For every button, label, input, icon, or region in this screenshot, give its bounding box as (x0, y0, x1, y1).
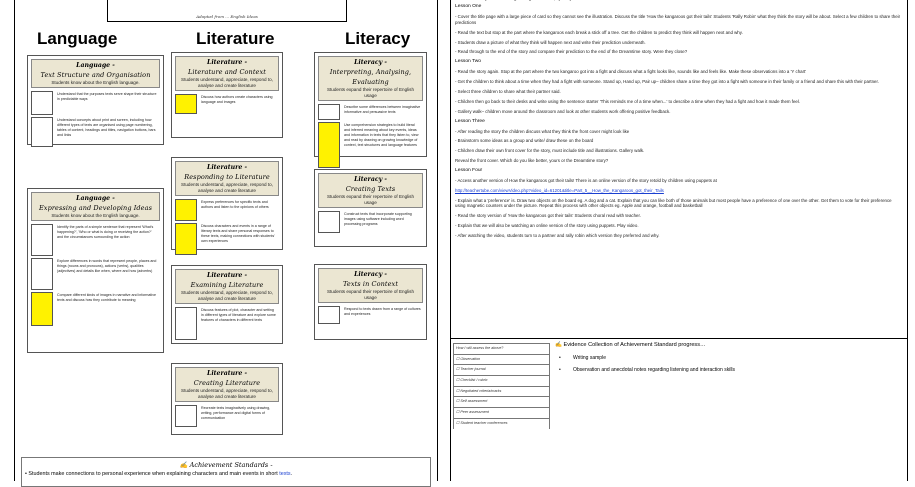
bullet-icon: • (559, 367, 561, 373)
planning-page-lessons (450, 0, 908, 481)
outcome-item (175, 199, 279, 221)
assessment-method[interactable]: ☐ Negotiated criteria/marks (453, 386, 550, 397)
assessment-method[interactable]: ☐ Self assessment (453, 396, 550, 407)
outcome-item (318, 211, 423, 233)
plan-step: - Children then go back to their desks and write using the sentence starter 'This reminds me of a time when...' to describe a time when they had a fight and how it made them feel. (455, 98, 801, 104)
card-strand-label: Language - (76, 62, 115, 69)
card-header (31, 59, 160, 88)
plan-step: - Children draw their own front cover for the story, must include title and illustrations. Gallery walk. (455, 148, 645, 154)
achievement-text (22, 470, 430, 478)
evidence-item (555, 366, 735, 374)
outcome-text: Discuss how authors create characters using language and images (201, 95, 273, 104)
card-strand-label: Language - (76, 195, 115, 202)
curriculum-card (27, 55, 164, 145)
card-strand-label: Literature - (206, 272, 248, 279)
title-box (107, 0, 347, 22)
card-header (318, 173, 423, 208)
outcome-item (175, 94, 279, 114)
card-description: Students understand, appreciate, respond to, analyse and create literature (181, 388, 273, 399)
outcome-text: Describe some differences between imaginative informative and persuasive texts (344, 105, 421, 114)
lesson-heading: Lesson Three (455, 118, 485, 124)
curriculum-card (27, 188, 164, 353)
outcome-text: Respond to texts drawn from a range of cultures and experiences (344, 307, 421, 316)
curriculum-card (171, 52, 283, 138)
plan-step: - Gallery walk– children move around the classroom and look at other students work offering positive feedback. (455, 108, 671, 114)
outcome-checkbox[interactable] (318, 104, 340, 120)
curriculum-card (314, 52, 427, 157)
card-sub-strand: Creating Literature (193, 379, 261, 387)
card-header (175, 269, 279, 304)
outcome-text: Compare different kinds of images in narrative and informative texts and discuss how they contribute to meaning (57, 293, 157, 302)
lesson-heading: Lesson Two (455, 59, 482, 65)
plan-step: - Select three children to share what their partner said. (455, 89, 561, 95)
achievement-standards (21, 457, 431, 487)
video-link[interactable]: http://teachertube.com/viewVideo.php?video_id=61201&title=Part_5__How_the_Kangaroos_got_their_Tails (455, 187, 664, 193)
card-sub-strand: Interpreting, Analysing, Evaluating (329, 68, 412, 86)
card-sub-strand: Examining Literature (190, 281, 264, 289)
lesson-plan (451, 0, 907, 338)
outcome-item (318, 104, 423, 120)
outcome-text: Express preferences for specific texts and authors and listen to the opinions of others (201, 200, 269, 209)
card-strand-label: Literature - (206, 370, 248, 377)
evidence-item-text: Observation and anecdotal notes regarding listening and interaction skills (573, 367, 736, 373)
card-description: Students know about the English language. (51, 213, 140, 218)
highlighted-checkbox[interactable] (175, 223, 197, 255)
evidence-title: ✍ Evidence Collection of Achievement Standard progress… (555, 342, 706, 348)
card-header (318, 268, 423, 303)
strand-heading-literacy: Literacy (345, 29, 411, 48)
outcome-checkbox[interactable] (175, 405, 197, 427)
outcome-item (175, 405, 279, 427)
plan-step: - Brainstorm some ideas as a group and write/ draw these on the board (455, 138, 594, 144)
card-sub-strand: Creating Texts (345, 185, 396, 193)
card-header (175, 367, 279, 402)
card-sub-strand: Literature and Context (188, 68, 266, 76)
bullet-icon: • (559, 355, 561, 361)
curriculum-card (171, 265, 283, 344)
plan-step: - Students draw a picture of what they think will happen next and write their prediction underneath. (455, 39, 646, 45)
outcome-text: Discuss features of plot, character and setting in different types of literature and explore some features of characters in different texts (201, 308, 276, 322)
evidence-item (555, 354, 735, 362)
achievement-texts-link[interactable]: texts (279, 471, 291, 477)
plan-step: - Cover the title page with a large piece of card so they cannot see the illustration. Discuss the title 'How the kangaroos got their tails' Students 'Rally Robin' what they think the story will be about. Select a few children to share their predictions (455, 14, 902, 25)
outcome-item (31, 224, 160, 256)
strand-heading-literature: Literature (196, 29, 275, 48)
outcome-checkbox[interactable] (31, 91, 53, 115)
card-header (31, 192, 160, 221)
outcome-text: Recreate texts imaginatively using drawing, writing, performance and digital forms of communication (201, 406, 271, 420)
card-strand-label: Literacy - (354, 271, 387, 278)
assessment-method[interactable]: ☐ Student teacher conferences (453, 418, 550, 429)
outcome-text: Construct texts that incorporate supporting images using software including word processing programs (344, 212, 412, 226)
outcome-item (31, 258, 160, 290)
curriculum-card (171, 363, 283, 435)
card-strand-label: Literature - (206, 59, 248, 66)
plan-step: - After reading the story the children discuss what they think the front cover might look like (455, 128, 630, 134)
strand-heading-language: Language (37, 29, 118, 48)
plan-step: Reveal the front cover. Which do you like better, yours or the Dreamtime story? (455, 158, 609, 164)
plan-step: - After watching the video, students turn to a partner and rally robin which version they preferred and why. (455, 233, 660, 239)
card-sub-strand: Expressing and Developing Ideas (38, 204, 153, 212)
highlighted-checkbox[interactable] (175, 94, 197, 114)
outcome-text: Understand concepts about print and screen, including how different types of texts are organised using page numbering, tables of content, headings and titles, navigation buttons, bars and links (57, 118, 156, 137)
card-sub-strand: Text Structure and Organisation (40, 71, 151, 79)
outcome-checkbox[interactable] (318, 211, 340, 233)
assessment-method[interactable]: ☐ Peer assessment (453, 407, 550, 418)
card-strand-label: Literacy - (354, 176, 387, 183)
outcome-text: Understand that the purposes texts serve shape their structure in predictable ways (57, 92, 157, 101)
plan-step: - Read through to the end of the story and compare their prediction to the end of the Dreamtime story. Were they close? (455, 49, 688, 55)
evidence-collection (555, 341, 735, 374)
plan-step: - Read the story version of 'How the kangaroos got their tails' Students choral read with teacher. (455, 213, 641, 219)
plan-step: - Explain that we will also be watching an online version of the story using puppets. Play video. (455, 223, 639, 229)
card-description: Students expand their repertoire of English usage (326, 194, 415, 205)
achievement-text-end: . (290, 471, 293, 477)
plan-step: - Read the story again. Stop at the part where the two kangaroo got into a fight and discuss what a fight looks like, sounds like and feels like. Make these observations into a 'Y chart' (455, 69, 807, 75)
outcome-text: Use comprehension strategies to build literal and inferred meaning about key events, ideas and information in texts that they listen to, view and read by drawing on growing knowledge of context, text structures and language features (344, 123, 419, 147)
title-box-text: Adapted from ... English Ideas (196, 14, 258, 19)
card-sub-strand: Responding to Literature (184, 173, 270, 181)
card-header (318, 56, 423, 101)
curriculum-card (171, 157, 283, 250)
outcome-item (318, 122, 423, 168)
lesson-heading: Lesson Four (455, 168, 483, 174)
outcome-checkbox[interactable] (31, 258, 53, 290)
highlighted-checkbox[interactable] (318, 122, 340, 168)
highlighted-checkbox[interactable] (31, 292, 53, 326)
card-description: Students understand, appreciate, respond to, analyse and create literature (181, 290, 273, 301)
card-description: Students understand, appreciate, respond to, analyse and create literature (181, 77, 273, 88)
card-strand-label: Literature - (206, 164, 248, 171)
card-strand-label: Literacy - (354, 59, 387, 66)
outcome-checkbox[interactable] (318, 306, 340, 324)
curriculum-card (314, 264, 427, 340)
achievement-text-main: • Students make connections to personal experience when explaining characters and main events in short (25, 471, 280, 477)
outcome-text: Identify the parts of a simple sentence that represent 'What's happening?', 'Who or what is doing or receiving the action?' and the circumstances surrounding the action (57, 225, 154, 239)
assessment-method[interactable]: ☐ Observation (453, 354, 550, 365)
outcome-item (31, 292, 160, 326)
outcome-item (318, 306, 423, 324)
plan-step: - Get the children to think about a time when they had a fight with someone. Stand up, Hand up, Pair up– children share a time they got into a fight with someone in their family or a friend and share this with their partner. (455, 79, 879, 85)
assessment-method[interactable]: ☐ Checklist / rubric (453, 375, 550, 386)
card-description: Students understand, appreciate, respond to, analyse and create literature (181, 182, 273, 193)
evidence-item-text: Writing sample (573, 355, 606, 361)
highlighted-checkbox[interactable] (175, 199, 197, 221)
assessment-method[interactable]: ☐ Teacher journal (453, 364, 550, 375)
plan-step: - Access another version of How the kangaroos got their tails! There is an online version of the story retold by children using puppets at (455, 178, 717, 184)
card-header (175, 161, 279, 196)
outcome-item (175, 307, 279, 340)
outcome-checkbox[interactable] (31, 224, 53, 256)
outcome-text: Discuss characters and events in a range of literary texts and share personal responses to these texts, making connections with students' own experiences (201, 224, 275, 243)
card-description: Students know about the English language. (51, 80, 140, 85)
curriculum-card (314, 169, 427, 247)
lesson-heading: Lesson One (455, 4, 482, 10)
assessment-methods-list (453, 343, 550, 429)
outcome-item (31, 117, 160, 147)
card-sub-strand: Texts in Context (342, 280, 399, 288)
card-header (175, 56, 279, 91)
outcome-checkbox[interactable] (175, 307, 197, 340)
outcome-item (175, 223, 279, 255)
outcome-checkbox[interactable] (31, 117, 53, 147)
assessment-panel (451, 338, 907, 481)
plan-step: - Read the text but stop at the part where the kangaroos each break a stick off a tree. Get the children to predict they think will happen next and why. (455, 29, 743, 35)
outcome-text: Explore differences in words that represent people, places and things (nouns and pronouns), actions (verbs), qualities (adjectives) and details like when, where and how (adverbs) (57, 259, 157, 273)
outcome-item (31, 91, 160, 115)
assessment-header: How I will assess the above? (453, 343, 550, 354)
card-description: Students expand their repertoire of English usage (326, 289, 415, 300)
card-description: Students expand their repertoire of English usage (326, 87, 415, 98)
achievement-title: ✍ Achievement Standards - (179, 461, 273, 469)
planning-page-curriculum (14, 0, 438, 481)
plan-step: - Explain what a 'preference' is. Draw two objects on the board eg. A dog and a cat. Explain that you can like both of those animals but most people have a preference of one over the other. Get them to vote for their preference using magnetic counters under the picture. Repeat this process with other objects eg. Apple and orange, football and basketball (455, 197, 893, 209)
